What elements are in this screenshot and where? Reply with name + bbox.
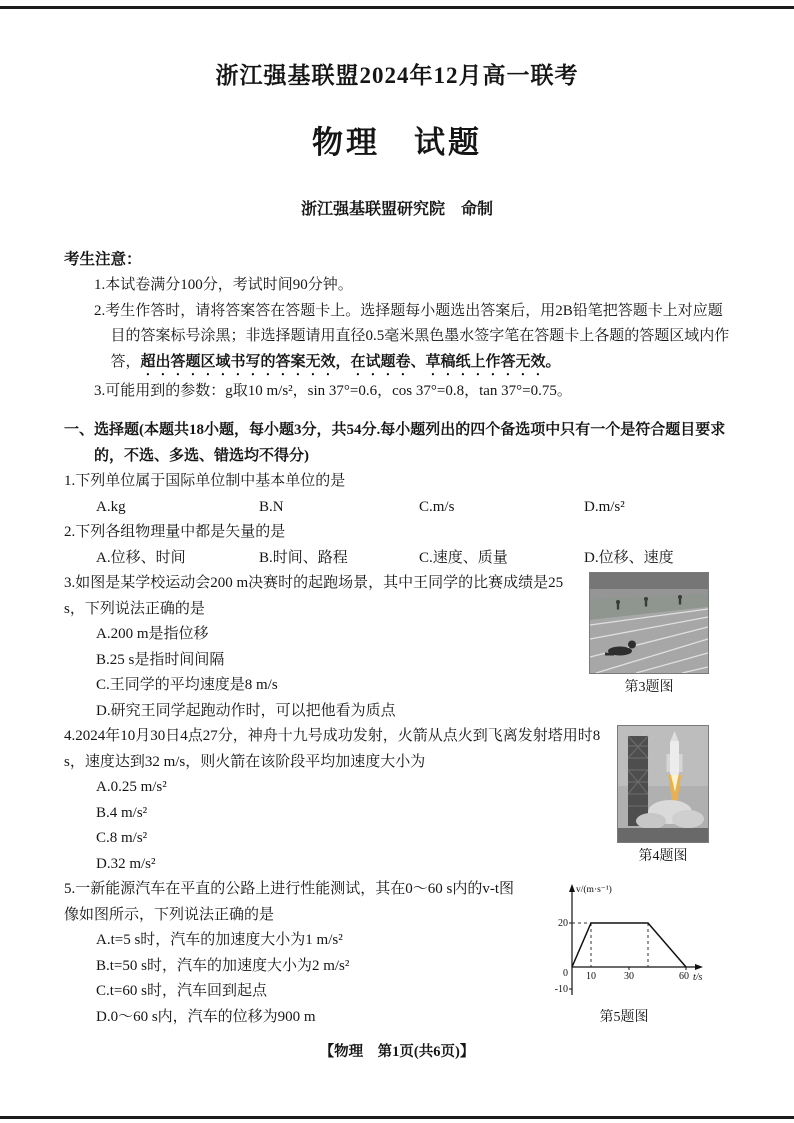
question-2-stem: 2.下列各组物理量中都是矢量的是 bbox=[64, 524, 286, 541]
question-4-option-b: B.4 m/s² bbox=[96, 804, 148, 821]
subject-title: 物理 试题 bbox=[312, 125, 482, 161]
question-5 bbox=[64, 877, 730, 1030]
graph-xtick-10: 10 bbox=[586, 971, 596, 983]
question-1-option-d: D.m/s² bbox=[584, 498, 625, 515]
question-3-stem: 3.如图是某学校运动会200 m决赛时的起跑场景，其中王同学的比赛成绩是25 s，下列说法正确的是 bbox=[64, 575, 564, 617]
question-4 bbox=[64, 724, 730, 877]
question-5-option-b: B.t=50 s时，汽车的加速度大小为2 m/s² bbox=[96, 957, 350, 974]
question-5-figure-caption: 第5题图 bbox=[599, 1010, 649, 1026]
notice-item-2-emphasis: 超出答题区域书写的答案无效，在试题卷、草稿纸上作答无效。 bbox=[140, 353, 561, 370]
question-4-option-d: D.32 m/s² bbox=[96, 855, 156, 872]
graph-ylabel: v/(m·s⁻¹) bbox=[576, 885, 612, 896]
exam-title: 浙江强基联盟2024年12月高一联考 bbox=[215, 63, 579, 88]
graph-ytick-20: 20 bbox=[558, 918, 568, 930]
question-4-option-c: C.8 m/s² bbox=[96, 830, 148, 847]
question-5-stem: 5.一新能源汽车在平直的公路上进行性能测试，其在0～60 s内的v-t图像如图所示，下列说法正确的是 bbox=[64, 881, 515, 923]
page-footer: 【物理 第1页(共6页)】 bbox=[319, 1044, 475, 1061]
graph-xtick-30: 30 bbox=[624, 971, 634, 983]
question-2-option-b: B.时间、路程 bbox=[259, 549, 348, 566]
question-1-option-b: B.N bbox=[259, 498, 284, 515]
choice-section bbox=[64, 418, 730, 1030]
graph-xlabel: t/s bbox=[693, 972, 703, 984]
question-3-option-a: A.200 m是指位移 bbox=[96, 626, 209, 643]
question-4-option-a: A.0.25 m/s² bbox=[96, 779, 167, 796]
velocity-time-graph bbox=[540, 879, 708, 1003]
notice-item-1: 1.本试卷满分100分，考试时间90分钟。 bbox=[94, 277, 353, 294]
question-1-option-c: C.m/s bbox=[419, 498, 455, 515]
notice-item-2-text: 2.考生作答时，请将答案答在答题卡上。选择题每小题选出答案后，用2B铅笔把答题卡上对应题目的答案标号涂黑；非选择题请用直径0.5毫米黑色墨水签字笔在答题卡上各题的答题区域内作答， bbox=[94, 302, 730, 370]
question-3-option-c: C.王同学的平均速度是8 m/s bbox=[96, 677, 278, 694]
question-3-figure-caption: 第3题图 bbox=[624, 680, 674, 696]
question-1-options bbox=[64, 495, 730, 521]
question-2 bbox=[64, 520, 730, 571]
question-4-stem: 4.2024年10月30日4点27分，神舟十九号成功发射，火箭从点火到飞离发射塔用时8 s，速度达到32 m/s，则火箭在该阶段平均加速度大小为 bbox=[64, 728, 601, 770]
scan-edge-top bbox=[0, 6, 794, 9]
question-2-option-d: D.位移、速度 bbox=[584, 549, 674, 566]
issuer-line: 浙江强基联盟研究院 命制 bbox=[300, 200, 493, 218]
question-1-stem: 1.下列单位属于国际单位制中基本单位的是 bbox=[64, 473, 346, 490]
rocket-photo bbox=[618, 726, 708, 842]
question-4-figure bbox=[618, 726, 708, 869]
question-3-option-b: B.25 s是指时间间隔 bbox=[96, 651, 225, 668]
question-1-option-a: A.kg bbox=[96, 498, 126, 515]
scan-edge-bottom bbox=[0, 1116, 794, 1119]
notice-section bbox=[64, 247, 730, 404]
graph-xtick-60: 60 bbox=[679, 971, 689, 983]
question-1 bbox=[64, 469, 730, 520]
question-5-option-c: C.t=60 s时，汽车回到起点 bbox=[96, 983, 267, 1000]
question-2-option-a: A.位移、时间 bbox=[96, 549, 186, 566]
question-5-option-d: D.0～60 s内，汽车的位移为900 m bbox=[96, 1008, 316, 1025]
question-2-option-c: C.速度、质量 bbox=[419, 549, 508, 566]
question-3-option-d: D.研究王同学起跑动作时，可以把他看为质点 bbox=[96, 702, 396, 719]
graph-ytick-0: 0 bbox=[563, 968, 568, 980]
notice-item-2 bbox=[94, 299, 730, 379]
question-5-figure bbox=[540, 879, 708, 1030]
question-3-figure bbox=[590, 573, 708, 700]
question-3 bbox=[64, 571, 730, 724]
section-heading: 一、选择题(本题共18小题，每小题3分，共54分.每小题列出的四个备选项中只有一个是符合题目要求的，不选、多选、错选均不得分) bbox=[64, 422, 726, 464]
question-2-options bbox=[64, 546, 730, 572]
notice-heading: 考生注意： bbox=[64, 250, 142, 268]
graph-ytick-neg10: -10 bbox=[554, 984, 568, 996]
track-photo bbox=[590, 573, 708, 673]
question-5-option-a: A.t=5 s时，汽车的加速度大小为1 m/s² bbox=[96, 932, 343, 949]
question-4-figure-caption: 第4题图 bbox=[638, 849, 688, 865]
notice-item-3: 3.可能用到的参数：g取10 m/s²，sin 37°=0.6，cos 37°=0.8，tan 37°=0.75。 bbox=[94, 382, 572, 399]
